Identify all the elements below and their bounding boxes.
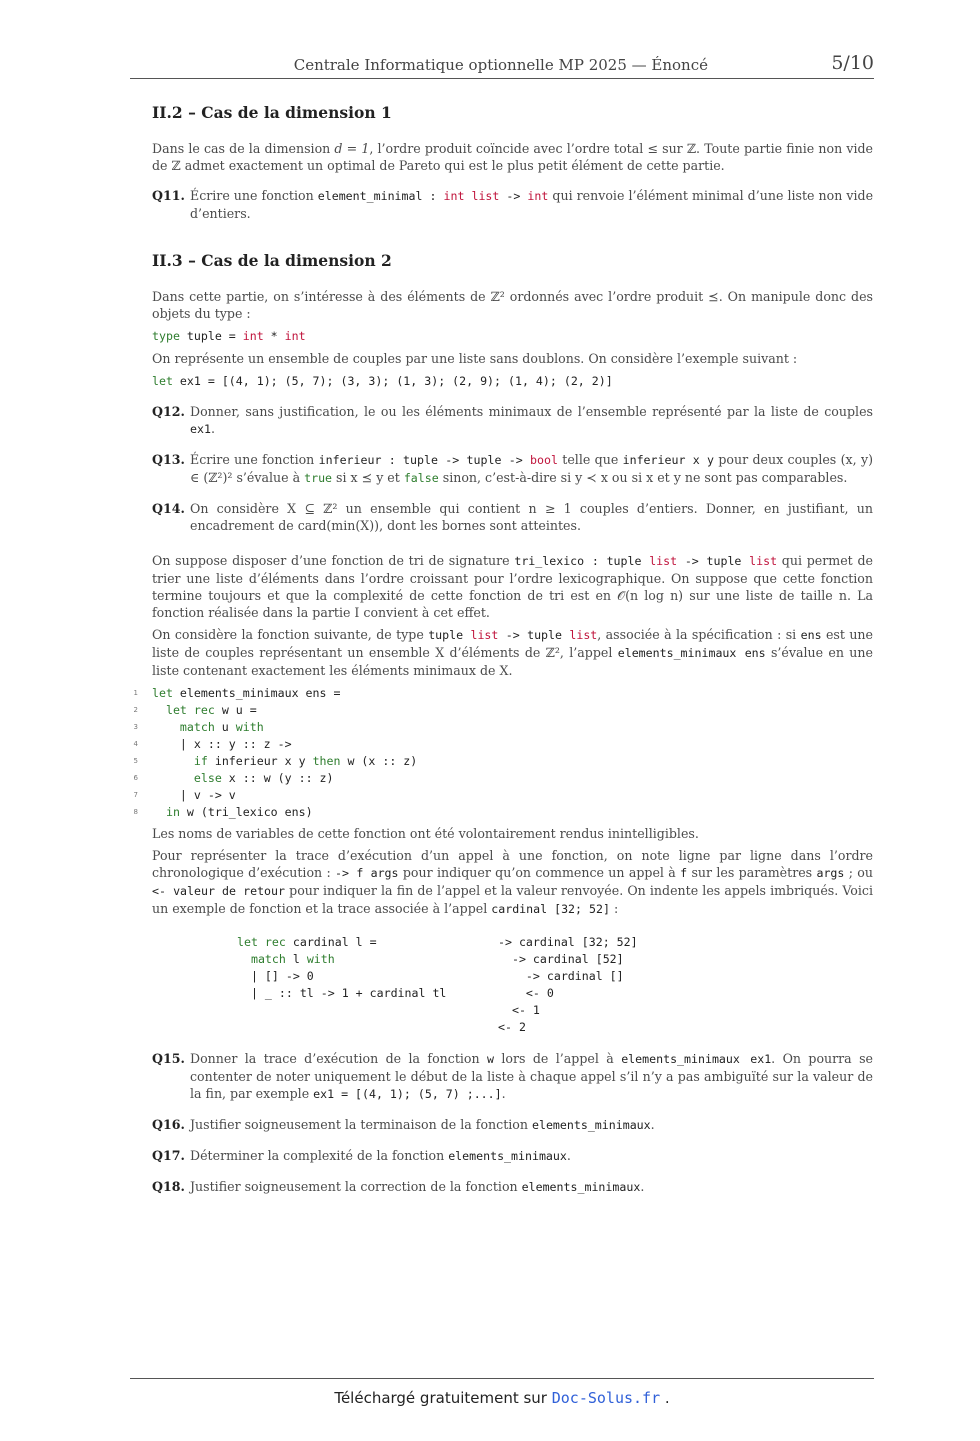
- question-label: Q14.: [152, 501, 185, 516]
- trace-line: -> cardinal []: [498, 969, 624, 983]
- line-number: 8: [133, 808, 138, 816]
- code-line: 6 else x :: w (y :: z): [152, 770, 873, 787]
- code-line: let rec cardinal l =: [237, 935, 377, 949]
- code-line: 7 | v -> v: [152, 787, 873, 804]
- example-cardinal: [152, 934, 873, 1036]
- page-number: 5/10: [831, 52, 874, 74]
- paragraph: Dans le cas de la dimension d = 1, l’ordre produit coïncide avec l’ordre total ≤ sur ℤ. Toute partie finie non vide de ℤ admet exactement un optimal de Pareto qui est le plus petit élément de cette partie.: [152, 141, 874, 173]
- code-line: | [] -> 0: [250, 969, 314, 983]
- question-label: Q17.: [152, 1148, 185, 1163]
- question-label: Q15.: [152, 1051, 185, 1066]
- question-q17: Q17. Déterminer la complexité de la fonction elements_minimaux.: [152, 1148, 571, 1163]
- code-line: 8 in w (tri_lexico ens): [152, 804, 873, 821]
- section-heading-2-2: II.2 – Cas de la dimension 1: [152, 103, 392, 122]
- line-number: 2: [133, 706, 138, 714]
- code-line: 4 | x :: y :: z ->: [152, 736, 873, 753]
- page-header: [130, 52, 874, 79]
- code-example-ex1: let ex1 = [(4, 1); (5, 7); (3, 3); (1, 3); (2, 9); (1, 4); (2, 2)]: [152, 374, 613, 388]
- question-q14: Q14. On considère X ⊆ ℤ² un ensemble qui contient n ≥ 1 couples d’entiers. Donner, en justifiant, un encadrement de card(min(X)), dont les bornes sont atteintes.: [152, 501, 873, 533]
- line-number: 4: [133, 740, 138, 748]
- question-label: Q12.: [152, 404, 185, 419]
- question-q18: Q18. Justifier soigneusement la correction de la fonction elements_minimaux.: [152, 1179, 645, 1194]
- question-q15: Q15. Donner la trace d’exécution de la fonction w lors de l’appel à elements_minimaux ex1. On pourra se contenter de noter uniquement le début de la liste à chaque appel s’il n’y a pas ambiguïté sur la valeur de la fin, par exemple ex1 = [(4, 1); (5, 7) ;...].: [152, 1051, 873, 1101]
- code-line: 3 match u with: [152, 719, 873, 736]
- section-title: Cas de la dimension 1: [201, 103, 392, 122]
- paragraph: On suppose disposer d’une fonction de tri de signature tri_lexico : tuple list -> tuple list qui permet de trier une liste d’éléments dans l’ordre croissant pour l’ordre lexicographique. On suppose que cette fonction termine toujours et que la complexité de cette fonction de tri est en 𝒪(n log n) sur une liste de taille n. La fonction réalisée dans la partie I convient à cet effet.: [152, 553, 873, 620]
- code-line: 5 if inferieur x y then w (x :: z): [152, 753, 873, 770]
- trace-line: -> cardinal [32; 52]: [498, 935, 638, 949]
- line-number: 5: [133, 757, 138, 765]
- main-content: [133, 103, 874, 1196]
- line-number: 6: [133, 774, 138, 782]
- code-line: 1 let elements_minimaux ens =: [152, 685, 873, 702]
- question-q12: Q12. Donner, sans justification, le ou les éléments minimaux de l’ensemble représenté par la liste de couples ex1.: [152, 404, 873, 436]
- question-q13: Q13. Écrire une fonction inferieur : tuple -> tuple -> bool telle que inferieur x y pour deux couples (x, y) ∈ (ℤ²)² s’évalue à true si x ⪯ y et false sinon, c’est-à-dire si y ≺ x ou si x et y ne sont pas comparables.: [152, 452, 873, 485]
- code-line: 2 let rec w u =: [152, 702, 873, 719]
- question-label: Q18.: [152, 1179, 185, 1194]
- question-q16: Q16. Justifier soigneusement la terminaison de la fonction elements_minimaux.: [152, 1117, 655, 1132]
- question-label: Q11.: [152, 188, 185, 203]
- section-number: II.2: [152, 103, 183, 122]
- section-number: II.3: [152, 251, 183, 270]
- page-footer: [130, 1378, 874, 1407]
- header-title: Centrale Informatique optionnelle MP 2025 — Énoncé: [293, 56, 708, 74]
- trace-line: <- 0: [498, 986, 554, 1000]
- paragraph: Dans cette partie, on s’intéresse à des éléments de ℤ² ordonnés avec l’ordre produit ⪯. On manipule donc des objets du type :: [152, 289, 873, 321]
- line-number: 1: [133, 689, 138, 697]
- code-line: match l with: [250, 952, 335, 966]
- line-number: 3: [133, 723, 138, 731]
- doc-solus-link[interactable]: Doc-Solus.fr: [551, 1389, 661, 1407]
- code-type-tuple: type tuple = int * int: [152, 329, 306, 343]
- trace-line: <- 1: [498, 1003, 540, 1017]
- code-line: | _ :: tl -> 1 + cardinal tl: [250, 986, 447, 1000]
- footer-text: Téléchargé gratuitement sur Doc-Solus.fr .: [334, 1389, 670, 1407]
- trace-line: -> cardinal [52]: [498, 952, 624, 966]
- paragraph: On considère la fonction suivante, de type tuple list -> tuple list, associée à la spécification : si ens est une liste de couples représentant un ensemble X d’éléments de ℤ², l’appel elements_minimaux ens s’évalue en une liste contenant exactement les éléments minimaux de X.: [152, 627, 873, 678]
- paragraph: Les noms de variables de cette fonction ont été volontairement rendus inintelligibles.: [152, 826, 699, 841]
- paragraph: Pour représenter la trace d’exécution d’un appel à une fonction, on note ligne par ligne dans l’ordre chronologique d’exécution : -> f args pour indiquer qu’on commence un appel à f sur les paramètres args ; ou <- valeur de retour pour indiquer la fin de l’appel et la valeur renvoyée. On indente les appels imbriqués. Voici un exemple de fonction et la trace associée à l’appel cardinal [32; 52] :: [152, 848, 874, 916]
- trace-line: <- 2: [498, 1020, 526, 1034]
- question-q11: Q11. Écrire une fonction element_minimal : int list -> int qui renvoie l’élément minimal d’une liste non vide d’entiers.: [152, 188, 874, 221]
- section-heading-2-3: II.3 – Cas de la dimension 2: [152, 251, 392, 270]
- question-label: Q13.: [152, 452, 185, 467]
- question-label: Q16.: [152, 1117, 185, 1132]
- code-cardinal: [237, 934, 446, 1002]
- code-elements-minimaux: [133, 685, 873, 821]
- line-number: 7: [133, 791, 138, 799]
- paragraph: On représente un ensemble de couples par une liste sans doublons. On considère l’exemple suivant :: [152, 351, 798, 366]
- trace-cardinal: [498, 934, 638, 1036]
- section-title: Cas de la dimension 2: [201, 251, 392, 270]
